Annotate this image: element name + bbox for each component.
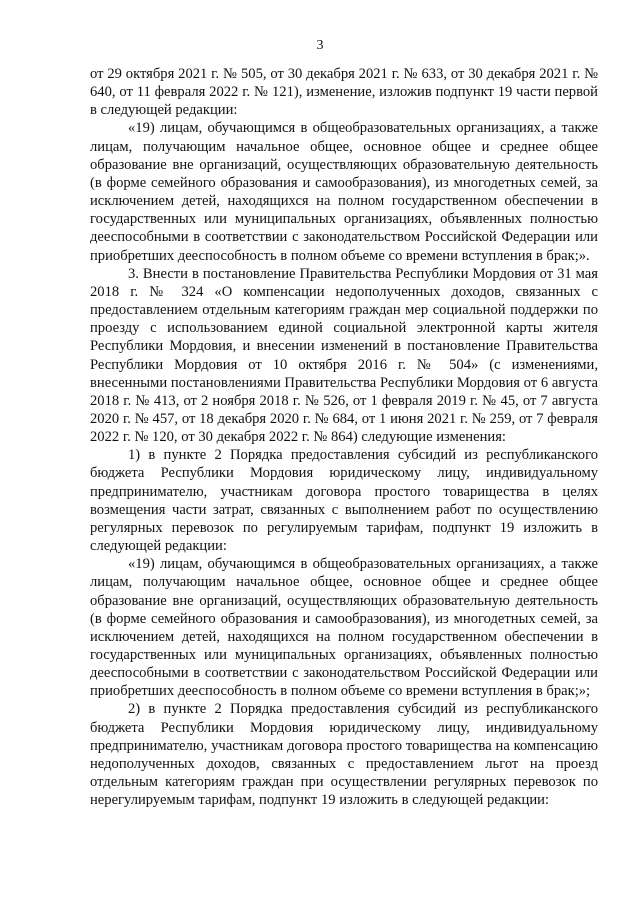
page-number: 3 bbox=[316, 38, 324, 53]
paragraph-item-3: 3. Внести в постановление Правительства Республики Мордовия от 31 мая 2018 г. № 324 «О компенсации недополученных доходов, связанных с предоставлением отдельным категориям граждан мер социальной поддержки по проезду с использованием единой социальной электронной карты жителя Республики Мордовия, и внесении изменений в постановление Правительства Республики Мордовия от 10 октября 2016 г. № 504» (с изменениями, внесенными постановлениями Правительства Республики Мордовия от 6 августа 2018 г. № 413, от 2 ноября 2018 г. № 526, от 1 февраля 2019 г. № 45, от 7 августа 2020 г. № 457, от 18 декабря 2020 г. № 684, от 1 июня 2021 г. № 259, от 7 февраля 2022 г. № 120, от 30 декабря 2022 г. № 864) следующие изменения: bbox=[90, 265, 598, 446]
paragraph-quoted-subpoint-19: «19) лицам, обучающимся в общеобразовательных организациях, а также лицам, получающим начальное общее, основное общее и среднее общее образование вне организаций, осуществляющих образовательную деятельность (в форме семейного образования и самообразования), из многодетных семей, за исключением детей, находящихся на полном государственном обеспечении в государственных или муниципальных организациях, объявленных полностью дееспособными в соответствии с законодательством Российской Федерации или приобретших дееспособность в полном объеме со времени вступления в брак;». bbox=[90, 120, 598, 264]
paragraph-quoted-subpoint-19-second: «19) лицам, обучающимся в общеобразовательных организациях, а также лицам, получающим начальное общее, основное общее и среднее общее образование вне организаций, осуществляющих образовательную деятельность (в форме семейного образования и самообразования), из многодетных семей, за исключением детей, находящихся на полном государственном обеспечении в государственных или муниципальных организациях, объявленных полностью дееспособными в соответствии с законодательством Российской Федерации или приобретших дееспособность в полном объеме со времени вступления в брак;»; bbox=[90, 556, 598, 700]
document-body bbox=[90, 65, 598, 809]
paragraph-subitem-1: 1) в пункте 2 Порядка предоставления субсидий из республиканского бюджета Республики Мордовия юридическому лицу, индивидуальному предпринимателю, участникам договора простого товарищества в целях возмещения части затрат, связанных с выполнением работ по осуществлению регулярных перевозок по регулируемым тарифам, подпункт 19 изложить в следующей редакции: bbox=[90, 447, 598, 555]
paragraph-continuation: от 29 октября 2021 г. № 505, от 30 декабря 2021 г. № 633, от 30 декабря 2021 г. № 640, от 11 февраля 2022 г. № 121), изменение, изложив подпункт 19 части первой в следующей редакции: bbox=[90, 66, 598, 119]
paragraph-subitem-2: 2) в пункте 2 Порядка предоставления субсидий из республиканского бюджета Республики Мордовия юридическому лицу, индивидуальному предпринимателю, участникам договора простого товарищества на компенсацию недополученных доходов, связанных с предоставлением льгот на проезд отдельным категориям граждан при осуществлении регулярных перевозок по нерегулируемым тарифам, подпункт 19 изложить в следующей редакции: bbox=[90, 701, 598, 809]
